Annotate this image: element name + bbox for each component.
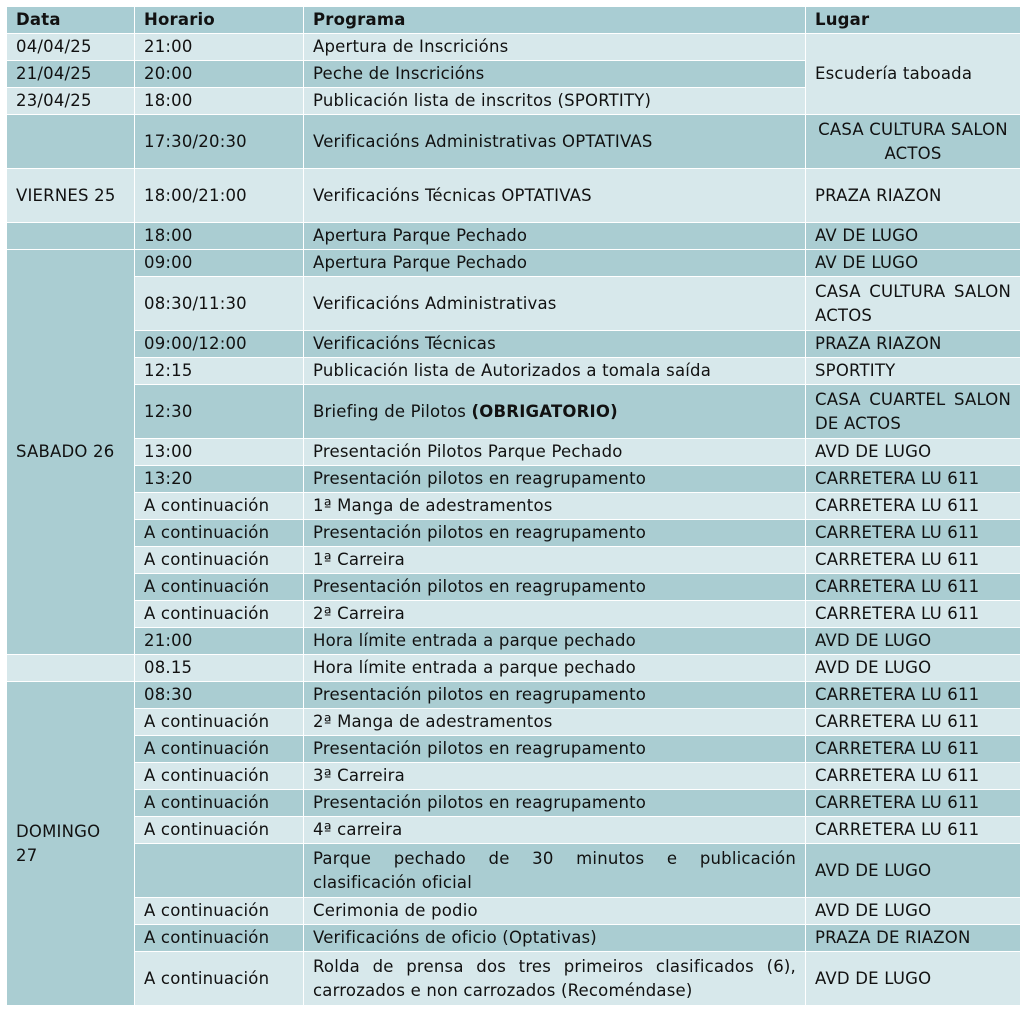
header-time: Horario (135, 7, 304, 34)
program-cell: Verificacións Administrativas (304, 277, 806, 331)
program-cell: 4ª carreira (304, 817, 806, 844)
time-cell: 18:00/21:00 (135, 169, 304, 223)
time-cell: 13:20 (135, 466, 304, 493)
place-cell: CASA CULTURA SALON ACTOS (806, 115, 1021, 169)
place-cell: AVD DE LUGO (806, 655, 1021, 682)
place-cell: AVD DE LUGO (806, 898, 1021, 925)
time-cell: 09:00 (135, 250, 304, 277)
time-cell: A continuación (135, 493, 304, 520)
program-cell: Verificacións Administrativas OPTATIVAS (304, 115, 806, 169)
schedule-table (6, 6, 1021, 1006)
program-cell: Hora límite entrada a parque pechado (304, 655, 806, 682)
table-row (7, 655, 1021, 682)
date-cell: DOMINGO 27 (7, 682, 135, 1006)
table-row (7, 601, 1021, 628)
table-row (7, 385, 1021, 439)
program-cell: Publicación lista de Autorizados a tomala saída (304, 358, 806, 385)
header-place: Lugar (806, 7, 1021, 34)
program-cell: Hora límite entrada a parque pechado (304, 628, 806, 655)
table-row (7, 34, 1021, 61)
program-cell: 2ª Manga de adestramentos (304, 709, 806, 736)
place-cell: AVD DE LUGO (806, 439, 1021, 466)
table-row (7, 817, 1021, 844)
header-date: Data (7, 7, 135, 34)
time-cell: 21:00 (135, 628, 304, 655)
program-cell: Verificacións Técnicas OPTATIVAS (304, 169, 806, 223)
table-row (7, 709, 1021, 736)
time-cell (135, 844, 304, 898)
place-cell: CARRETERA LU 611 (806, 547, 1021, 574)
table-row (7, 925, 1021, 952)
program-cell: Presentación Pilotos Parque Pechado (304, 439, 806, 466)
program-cell: Parque pechado de 30 minutos e publicación clasificación oficial (304, 844, 806, 898)
table-row (7, 898, 1021, 925)
program-cell: Presentación pilotos en reagrupamento (304, 736, 806, 763)
table-row (7, 358, 1021, 385)
program-cell: Cerimonia de podio (304, 898, 806, 925)
program-cell: Rolda de prensa dos tres primeiros clasificados (6), carrozados e non carrozados (Recoméndase) (304, 952, 806, 1006)
program-cell: Publicación lista de inscritos (SPORTITY) (304, 88, 806, 115)
program-cell (304, 385, 806, 439)
time-cell: A continuación (135, 952, 304, 1006)
time-cell: 12:30 (135, 385, 304, 439)
time-cell: 18:00 (135, 223, 304, 250)
program-cell: Apertura Parque Pechado (304, 250, 806, 277)
program-cell: Peche de Inscricións (304, 61, 806, 88)
program-cell: Presentación pilotos en reagrupamento (304, 466, 806, 493)
table-row (7, 250, 1021, 277)
program-cell: Apertura Parque Pechado (304, 223, 806, 250)
time-cell: A continuación (135, 898, 304, 925)
place-cell: CARRETERA LU 611 (806, 736, 1021, 763)
time-cell: A continuación (135, 520, 304, 547)
date-cell: VIERNES 25 (7, 169, 135, 223)
place-cell: CARRETERA LU 611 (806, 763, 1021, 790)
time-cell: A continuación (135, 763, 304, 790)
place-cell: CASA CUARTEL SALON DE ACTOS (806, 385, 1021, 439)
table-row (7, 520, 1021, 547)
table-row (7, 223, 1021, 250)
date-cell: 21/04/25 (7, 61, 135, 88)
time-cell: 18:00 (135, 88, 304, 115)
place-cell: CARRETERA LU 611 (806, 709, 1021, 736)
table-row (7, 682, 1021, 709)
table-row (7, 574, 1021, 601)
time-cell: A continuación (135, 736, 304, 763)
date-cell (7, 655, 135, 682)
place-cell: CARRETERA LU 611 (806, 493, 1021, 520)
program-cell: Presentación pilotos en reagrupamento (304, 790, 806, 817)
table-row (7, 493, 1021, 520)
place-cell: AVD DE LUGO (806, 844, 1021, 898)
time-cell: A continuación (135, 790, 304, 817)
place-cell: AVD DE LUGO (806, 628, 1021, 655)
time-cell: A continuación (135, 601, 304, 628)
time-cell: A continuación (135, 547, 304, 574)
program-text: Briefing de Pilotos (313, 401, 467, 421)
place-cell: CASA CULTURA SALON ACTOS (806, 277, 1021, 331)
place-cell: CARRETERA LU 611 (806, 682, 1021, 709)
table-row (7, 763, 1021, 790)
place-cell: PRAZA RIAZON (806, 169, 1021, 223)
table-row (7, 790, 1021, 817)
time-cell: 09:00/12:00 (135, 331, 304, 358)
program-cell: 2ª Carreira (304, 601, 806, 628)
place-cell: Escudería taboada (806, 34, 1021, 115)
date-cell (7, 115, 135, 169)
program-cell: Verificacións de oficio (Optativas) (304, 925, 806, 952)
mandatory-tag: (OBRIGATORIO) (471, 401, 618, 421)
time-cell: A continuación (135, 817, 304, 844)
table-row (7, 844, 1021, 898)
place-cell: SPORTITY (806, 358, 1021, 385)
table-row (7, 547, 1021, 574)
date-cell: SABADO 26 (7, 250, 135, 655)
time-cell: 12:15 (135, 358, 304, 385)
header-row (7, 7, 1021, 34)
program-cell: 1ª Manga de adestramentos (304, 493, 806, 520)
table-row (7, 736, 1021, 763)
program-cell: Verificacións Técnicas (304, 331, 806, 358)
date-cell (7, 223, 135, 250)
program-cell: 1ª Carreira (304, 547, 806, 574)
program-cell: Presentación pilotos en reagrupamento (304, 520, 806, 547)
table-row (7, 439, 1021, 466)
place-cell: CARRETERA LU 611 (806, 790, 1021, 817)
time-cell: 08:30 (135, 682, 304, 709)
place-cell: CARRETERA LU 611 (806, 601, 1021, 628)
time-cell: A continuación (135, 709, 304, 736)
table-row (7, 169, 1021, 223)
header-program: Programa (304, 7, 806, 34)
date-cell: 04/04/25 (7, 34, 135, 61)
table-row (7, 277, 1021, 331)
time-cell: A continuación (135, 574, 304, 601)
program-cell: Apertura de Inscricións (304, 34, 806, 61)
time-cell: 17:30/20:30 (135, 115, 304, 169)
time-cell: 08.15 (135, 655, 304, 682)
table-row (7, 952, 1021, 1006)
place-cell: AV DE LUGO (806, 223, 1021, 250)
place-cell: CARRETERA LU 611 (806, 817, 1021, 844)
time-cell: 13:00 (135, 439, 304, 466)
place-cell: CARRETERA LU 611 (806, 574, 1021, 601)
time-cell: 08:30/11:30 (135, 277, 304, 331)
program-cell: Presentación pilotos en reagrupamento (304, 682, 806, 709)
place-cell: AVD DE LUGO (806, 952, 1021, 1006)
time-cell: 21:00 (135, 34, 304, 61)
program-cell: Presentación pilotos en reagrupamento (304, 574, 806, 601)
place-cell: CARRETERA LU 611 (806, 520, 1021, 547)
date-cell: 23/04/25 (7, 88, 135, 115)
place-cell: PRAZA RIAZON (806, 331, 1021, 358)
table-row (7, 115, 1021, 169)
place-cell: AV DE LUGO (806, 250, 1021, 277)
table-row (7, 466, 1021, 493)
time-cell: A continuación (135, 925, 304, 952)
table-row (7, 628, 1021, 655)
place-cell: PRAZA DE RIAZON (806, 925, 1021, 952)
program-cell: 3ª Carreira (304, 763, 806, 790)
place-cell: CARRETERA LU 611 (806, 466, 1021, 493)
time-cell: 20:00 (135, 61, 304, 88)
table-row (7, 331, 1021, 358)
